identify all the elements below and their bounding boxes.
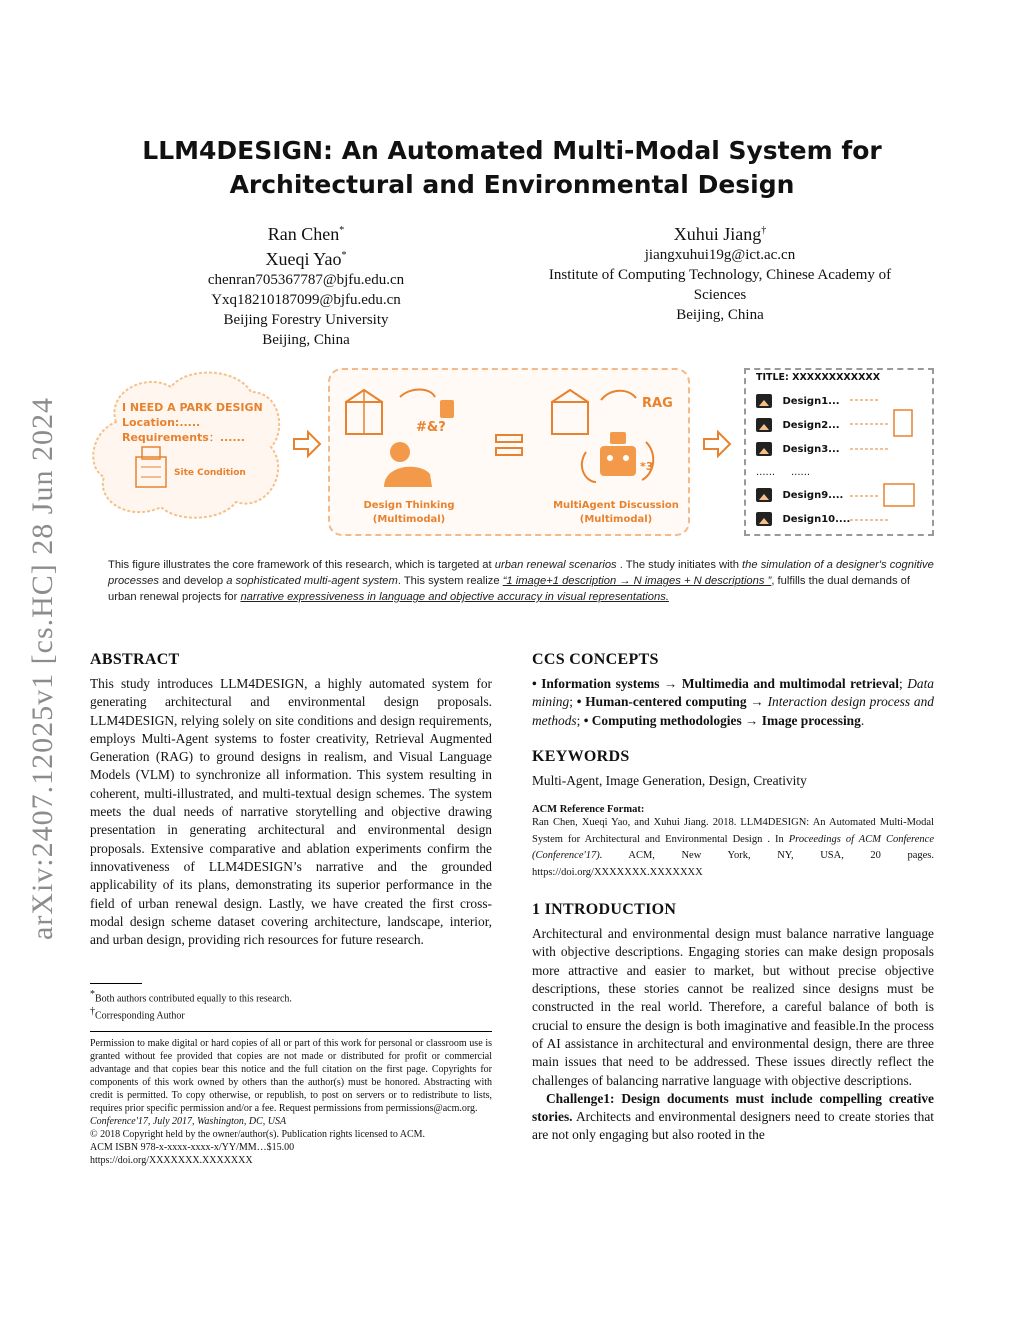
footnote-mark: * (341, 250, 347, 261)
design-list (756, 390, 850, 532)
footnote-2: †Corresponding Author (90, 1006, 185, 1022)
image-icon (756, 442, 772, 456)
acm-ref-text: Ran Chen, Xueqi Yao, and Xuhui Jiang. 2018. LLM4DESIGN: An Automated Multi-Modal System for Architectural and Environmental Design . In Proceedings of ACM Conference (Conference'17). ACM, New York, NY, USA, 20 pages. https://doi.org/XXXXXXX.XXXXXXX (532, 817, 934, 878)
need-line-3: Requirements：...... (122, 431, 245, 444)
author-email: chenran705367787@bjfu.edu.cn (207, 272, 405, 288)
design-label: Design3... (782, 444, 840, 455)
authors-left (186, 220, 426, 350)
conference-line: Conference'17, July 2017, Washington, DC, USA (90, 1116, 287, 1127)
authors-right (510, 220, 930, 325)
footnote-mark: * (339, 225, 345, 236)
isbn-line: ACM ISBN 978-x-xxxx-xxxx-x/YY/MM…$15.00 (90, 1142, 295, 1153)
abstract-text: This study introduces LLM4DESIGN, a highly automated system for generating architectural and environmental design proposals. LLM4DESIGN, relying solely on site conditions and design requirements, employs Multi-Agent systems to foster creativity, Retrieval Augmented Generation (RAG) to ground designs in realism, and Visual Language Models (VLM) to synchronize all information. This system resulting in coherent, multi-illustrated, and multi-textual design schemes. The system meets the dual needs of narrative storytelling and objective drawing presentation in generating architectural and environmental design proposals. Extensive comparative and ablation experiments confirm the innovativeness of LLM4DESIGN’s narrative and the grounded applicability of its plans, demonstrating its superior performance in the field of urban renewal design. Lastly, we have created the first cross-modal design scheme dataset covering architecture, landscape, interior, and urban design, providing rich resources for future research. (90, 676, 492, 948)
acm-ref-heading: ACM Reference Format: (532, 804, 645, 816)
permission-rule (90, 1031, 492, 1032)
multiagent-sub: (Multimodal) (579, 514, 653, 525)
design-label: Design10.... (782, 514, 851, 525)
author-name: Ran Chen (267, 224, 340, 244)
footnote-rule (90, 983, 142, 984)
author-name: Xueqi Yao (265, 249, 342, 269)
title-line-2: Architectural and Environmental Design (229, 170, 795, 199)
abstract-heading: ABSTRACT (90, 651, 180, 668)
hash-symbols: #&? (416, 420, 446, 435)
figure-caption: This figure illustrates the core framework of this research, which is targeted at urban renewal scenarios . The study initiates with the simulation of a designer's cognitive processes and develop a sophisticated multi-agent system. This system realize “1 image+1 description → N images + N descriptions ”, fulfills the dual demands of urban renewal projects for narrative expressiveness in language and objective accuracy in visual representations. (108, 559, 934, 603)
permission-block (90, 1037, 492, 1167)
design-thinking-title: Design Thinking (363, 500, 455, 511)
need-line-2: Location:..... (122, 416, 201, 429)
site-condition-label: Site Condition (174, 468, 246, 478)
ccs-heading: CCS CONCEPTS (532, 651, 659, 668)
intro-heading: 1 INTRODUCTION (532, 901, 677, 919)
design-label: Design2... (782, 420, 840, 431)
keywords-text: Multi-Agent, Image Generation, Design, Creativity (532, 772, 807, 788)
author-affiliation: Beijing Forestry University (223, 312, 389, 328)
copyright-line: © 2018 Copyright held by the owner/author(s). Publication rights licensed to ACM. (90, 1129, 426, 1140)
author-affiliation: Institute of Computing Technology, Chinese Academy of (548, 267, 892, 283)
paper-title (120, 134, 904, 202)
design-item (756, 390, 850, 414)
output-sketches (850, 392, 926, 530)
multiagent-label (548, 499, 684, 527)
design-item (756, 414, 850, 438)
footnotes (90, 988, 492, 1023)
arrow-right-icon (702, 430, 732, 458)
left-column (90, 651, 492, 949)
multiagent-title: MultiAgent Discussion (553, 500, 679, 511)
author-email: jiangxuhui19g@ict.ac.cn (644, 247, 796, 263)
doi-line: https://doi.org/XXXXXXX.XXXXXXX (90, 1155, 253, 1166)
image-icon (756, 512, 772, 526)
arxiv-identifier: arXiv:2407.12025v1 [cs.HC] 28 Jun 2024 (26, 397, 59, 940)
author-affiliation: Sciences (693, 287, 747, 303)
equals-icon (494, 432, 524, 458)
author-email: Yxq18210187099@bjfu.edu.cn (211, 292, 401, 308)
design-thinking-label (344, 499, 474, 527)
footnote-1: *Both authors contributed equally to this research. (90, 989, 292, 1005)
ccs-text: • Information systems → Multimedia and multimodal retrieval; Data mining; • Human-centered computing → Interaction design process and methods; • Computing methodologies → Image processing. (532, 676, 934, 728)
author-name: Xuhui Jiang (673, 224, 762, 244)
design-thinking-icon (340, 382, 480, 492)
design-item (756, 508, 850, 532)
rag-label: RAG (642, 396, 673, 411)
output-title: TITLE: XXXXXXXXXXXX (756, 372, 881, 383)
keywords-heading: KEYWORDS (532, 747, 630, 765)
need-line-1: I NEED A PARK DESIGN (122, 401, 263, 414)
design-label: Design9.... (782, 490, 844, 501)
author-location: Beijing, China (262, 332, 350, 348)
footnote-mark: † (761, 225, 767, 236)
right-column (532, 651, 934, 1145)
design-thinking-sub: (Multimodal) (372, 514, 446, 525)
arrow-right-icon (292, 430, 322, 458)
framework-figure (86, 362, 942, 542)
author-location: Beijing, China (676, 307, 764, 323)
challenge-1: Challenge1: Design documents must include compelling creative stories. Architects and environmental designers need to create stories that are not only engaging but also rooted in the (532, 1090, 934, 1143)
design-ellipsis: ...... ...... (756, 467, 811, 478)
need-text (122, 400, 263, 445)
image-icon (756, 418, 772, 432)
title-line-1: LLM4DESIGN: An Automated Multi-Modal System for (142, 136, 882, 165)
permission-text: Permission to make digital or hard copies of all or part of this work for personal or classroom use is granted without fee provided that copies are not made or distributed for profit or commercial advantage and that copies bear this notice and the full citation on the first page. Copyrights for components of this work owned by others than the author(s) must be honored. Abstracting with credit is permitted. To copy otherwise, or republish, to post on servers or to redistribute to lists, requires prior specific permission and/or a fee. Request permissions from permissions@acm.org. (90, 1038, 492, 1114)
intro-paragraph: Architectural and environmental design must balance narrative language with objective descriptions. Engaging stories can make design proposals more attractive and easier to market, but without precise objective descriptions, these stories cannot be realized since designs must be constructed in the real world. Therefore, a careful balance of both is crucial to ensure the design is both imaginative and feasible.In the process of AI assistance in architectural and environmental design, there are three main issues that need to be addressed. These issues directly reflect the challenges of balancing narrative language with objective descriptions. (532, 926, 934, 1088)
design-label: Design1... (782, 396, 840, 407)
image-icon (756, 488, 772, 502)
times-three-label: *3 (640, 460, 654, 473)
image-icon (756, 394, 772, 408)
design-item (756, 438, 850, 462)
design-item (756, 484, 850, 508)
